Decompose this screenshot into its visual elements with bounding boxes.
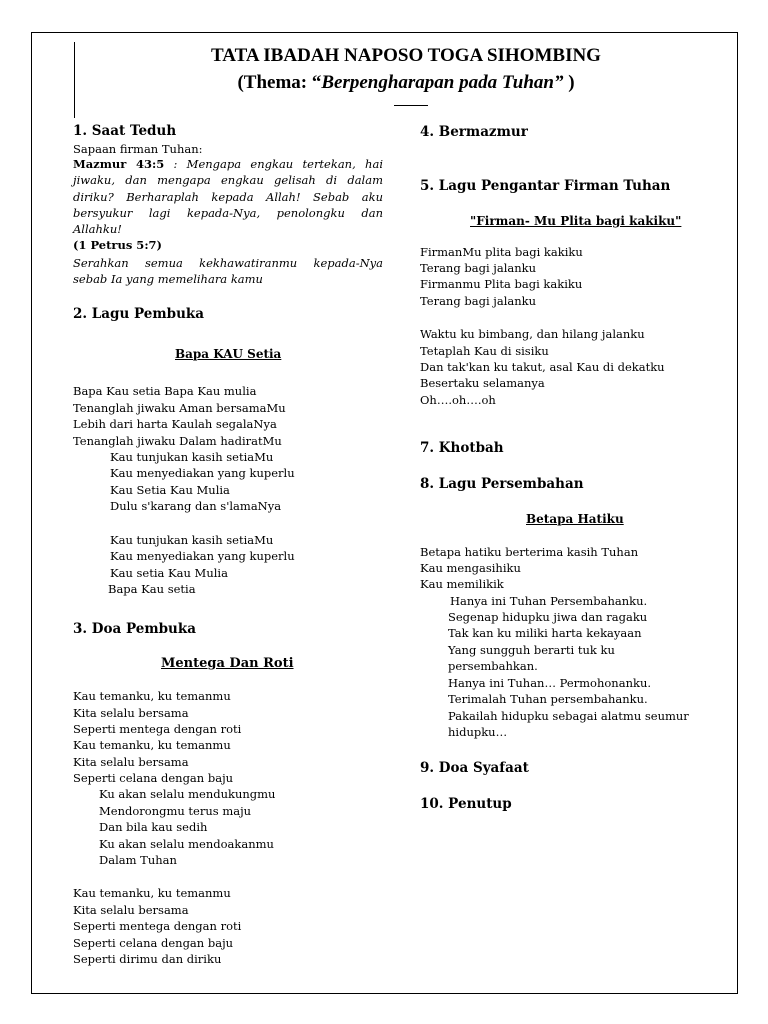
verse-reference: Mazmur 43:5: [73, 157, 165, 171]
lyric-line: Lebih dari harta Kaulah segalaNya: [73, 417, 277, 431]
lyric-line: hidupku…: [448, 725, 508, 739]
lyric-line: Firmanmu Plita bagi kakiku: [420, 277, 583, 291]
lyric-line: FirmanMu plita bagi kakiku: [420, 245, 583, 259]
lyric-line: Tak kan ku miliki harta kekayaan: [448, 626, 642, 640]
theme-text: Berpengharapan pada Tuhan”: [321, 72, 564, 93]
theme-prefix: (Thema: “: [237, 72, 322, 93]
lyric-line: Tenanglah jiwaku Dalam hadiratMu: [73, 434, 282, 448]
lyric-line: Hanya ini Tuhan Persembahanku.: [450, 594, 648, 608]
lyric-line: Tetaplah Kau di sisiku: [420, 344, 549, 358]
theme-suffix: ): [563, 72, 575, 93]
section-heading-lagu-pengantar: 5. Lagu Pengantar Firman Tuhan: [420, 178, 671, 194]
document-title: TATA IBADAH NAPOSO TOGA SIHOMBING: [211, 45, 601, 66]
song-title-firman: "Firman- Mu Plita bagi kakiku": [470, 214, 682, 228]
verse-reference-petrus: (1 Petrus 5:7): [73, 238, 163, 252]
lyric-line: Seperti celana dengan baju: [73, 936, 234, 950]
lyric-line: Kita selalu bersama: [73, 903, 189, 917]
lyric-line: Dan bila kau sedih: [99, 820, 208, 834]
lyric-line: Kita selalu bersama: [73, 755, 189, 769]
verse-text: : Mengapa engkau tertekan, hai jiwaku, dan mengapa engkau gelisah di dalam diriku? Berharaplah kepada Allah! Sebab aku bersyukur lagi kepada-Nya, penolongku dan Allahku!: [73, 157, 383, 237]
song-title-betapa-hatiku: Betapa Hatiku: [526, 512, 624, 526]
lyric-line: Waktu ku bimbang, dan hilang jalanku: [420, 327, 645, 341]
lyric-line: Seperti celana dengan baju: [73, 771, 234, 785]
lyric-line: Seperti mentega dengan roti: [73, 919, 242, 933]
lyric-line: Terang bagi jalanku: [420, 261, 537, 275]
lyric-line: Kau temanku, ku temanmu: [73, 886, 231, 900]
lyric-line: Seperti mentega dengan roti: [73, 722, 242, 736]
section-heading-penutup: 10. Penutup: [420, 796, 512, 812]
lyric-line: Bapa Kau setia Bapa Kau mulia: [73, 384, 257, 398]
lyric-line: Dulu s'karang dan s'lamaNya: [110, 499, 282, 513]
lyric-line: Ku akan selalu mendukungmu: [99, 787, 276, 801]
verse-mazmur: [73, 156, 383, 237]
lyric-line: Terimalah Tuhan persembahanku.: [448, 692, 648, 706]
section-heading-lagu-persembahan: 8. Lagu Persembahan: [420, 476, 584, 492]
section-heading-doa-syafaat: 9. Doa Syafaat: [420, 760, 529, 776]
lyric-line: Segenap hidupku jiwa dan ragaku: [448, 610, 648, 624]
greeting-intro: Sapaan firman Tuhan:: [73, 142, 203, 156]
section-heading-khotbah: 7. Khotbah: [420, 440, 504, 456]
title-block: [74, 42, 738, 118]
title-divider: [394, 105, 428, 106]
section-heading-doa-pembuka: 3. Doa Pembuka: [73, 621, 196, 637]
section-heading-lagu-pembuka: 2. Lagu Pembuka: [73, 306, 205, 322]
lyric-line: Yang sungguh berarti tuk ku: [448, 643, 615, 657]
lyric-line: Tenanglah jiwaku Aman bersamaMu: [73, 401, 286, 415]
lyric-line: Kau temanku, ku temanmu: [73, 689, 231, 703]
lyric-line: Kau setia Kau Mulia: [110, 566, 228, 580]
lyric-line: Oh….oh….oh: [420, 393, 496, 407]
lyric-line: Betapa hatiku berterima kasih Tuhan: [420, 545, 639, 559]
lyric-line: Bapa Kau setia: [108, 582, 196, 596]
lyric-line: Terang bagi jalanku: [420, 294, 537, 308]
lyric-line: persembahkan.: [448, 659, 538, 673]
lyric-line: Kau temanku, ku temanmu: [73, 738, 231, 752]
section-heading-bermazmur: 4. Bermazmur: [420, 124, 528, 140]
lyric-line: Kau Setia Kau Mulia: [110, 483, 230, 497]
verse-petrus: Serahkan semua kekhawatiranmu kepada-Nya sebab Ia yang memelihara kamu: [73, 256, 383, 287]
lyric-line: Hanya ini Tuhan… Permohonanku.: [448, 676, 652, 690]
document-theme: [75, 72, 737, 94]
lyric-line: Kita selalu bersama: [73, 706, 189, 720]
song-title-mentega-dan-roti: Mentega Dan Roti: [161, 656, 294, 671]
lyric-line: Dan tak'kan ku takut, asal Kau di dekatku: [420, 360, 665, 374]
lyric-line: Seperti dirimu dan diriku: [73, 952, 222, 966]
lyric-line: Kau tunjukan kasih setiaMu: [110, 450, 274, 464]
lyric-line: Kau menyediakan yang kuperlu: [110, 549, 295, 563]
lyric-line: Besertaku selamanya: [420, 376, 545, 390]
song-title-bapa-kau-setia: Bapa KAU Setia: [175, 347, 282, 361]
lyric-line: Kau menyediakan yang kuperlu: [110, 466, 295, 480]
lyric-line: Kau tunjukan kasih setiaMu: [110, 533, 274, 547]
lyric-line: Ku akan selalu mendoakanmu: [99, 837, 274, 851]
lyric-line: Pakailah hidupku sebagai alatmu seumur: [448, 709, 689, 723]
lyric-line: Kau mengasihiku: [420, 561, 521, 575]
lyric-line: Dalam Tuhan: [99, 853, 177, 867]
lyric-line: Kau memilikik: [420, 577, 504, 591]
lyric-line: Mendorongmu terus maju: [99, 804, 252, 818]
section-heading-saat-teduh: 1. Saat Teduh: [73, 123, 177, 139]
